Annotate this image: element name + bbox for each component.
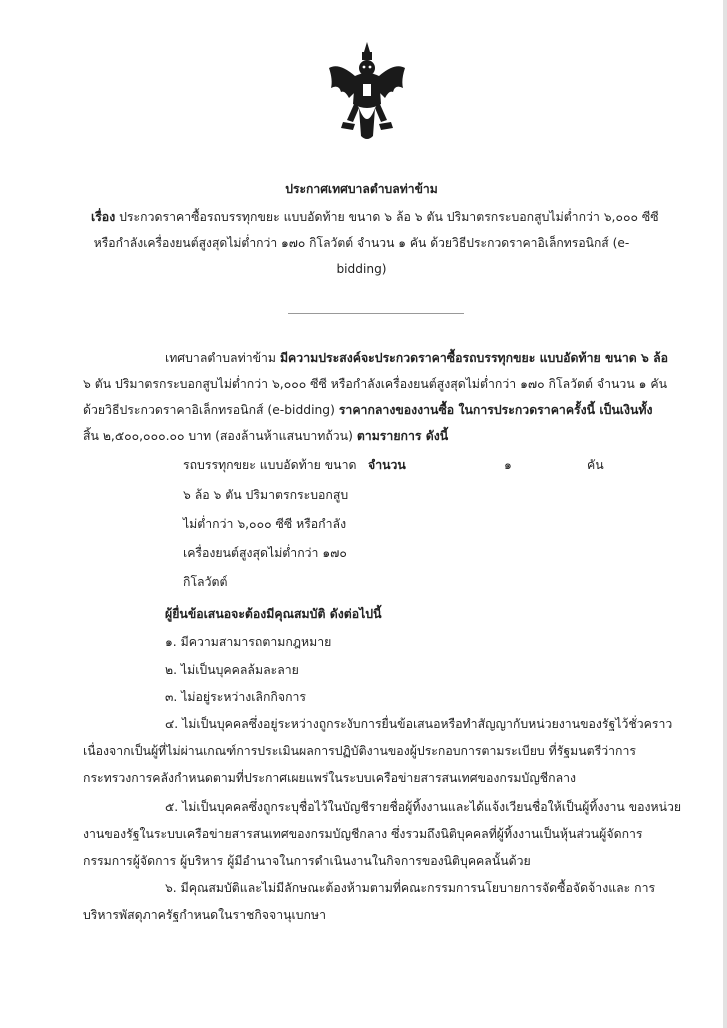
qualifications-heading: ผู้ยื่นข้อเสนอจะต้องมีคุณสมบัติ ดังต่อไปนี้ [165,607,382,621]
qualification-4-line-2: เนื่องจากเป็นผู้ที่ไม่ผ่านเกณฑ์การประเมินผลการปฏิบัติงานของผู้ประกอบการตามระเบียบ ที่รัฐมนตรีว่าการ [83,744,637,758]
subject-line-1: เรื่อง ประกวดราคาซื้อรถบรรทุกขยะ แบบอัดท้าย ขนาด ๖ ล้อ ๖ ตัน ปริมาตรกระบอกสูบไม่ต่ำกว่า ๖,๐๐๐ ซีซี [91,210,659,224]
qualification-2: ๒. ไม่เป็นบุคคลล้มละลาย [165,663,299,677]
item-unit: คัน [587,458,604,472]
item-description-line-2: ๖ ล้อ ๖ ตัน ปริมาตรกระบอกสูบ [183,488,349,502]
item-description-line-1: รถบรรทุกขยะ แบบอัดท้าย ขนาด [183,458,357,472]
garuda-emblem-icon [325,40,409,144]
intro-line-3: ด้วยวิธีประกวดราคาอิเล็กทรอนิกส์ (e-bidding) ราคากลางของงานซื้อ ในการประกวดราคาครั้งนี้ เป็นเงินทั้ง [83,403,653,417]
page-title: ประกาศเทศบาลตำบลท่าข้าม [285,182,438,196]
qualification-5-line-3: กรรมการผู้จัดการ ผู้บริหาร ผู้มีอำนาจในการดำเนินงานในกิจการของนิติบุคคลนั้นด้วย [83,854,531,868]
subject-line-3: bidding) [336,262,387,276]
intro-line-1: เทศบาลตำบลท่าข้าม มีความประสงค์จะประกวดราคาซื้อรถบรรทุกขยะ แบบอัดท้าย ขนาด ๖ ล้อ [165,351,668,365]
subject-line-2: หรือกำลังเครื่องยนต์สูงสุดไม่ต่ำกว่า ๑๗๐ กิโลวัตต์ จำนวน ๑ คัน ด้วยวิธีประกวดราคาอิเล็กทรอนิกส์ (e- [93,236,630,250]
qualification-6-line-2: บริหารพัสดุภาครัฐกำหนดในราชกิจจานุเบกษา [83,908,326,922]
qualification-6-line-1: ๖. มีคุณสมบัติและไม่มีลักษณะต้องห้ามตามที่คณะกรรมการนโยบายการจัดซื้อจัดจ้างและ การ [165,881,656,895]
intro-line-2: ๖ ตัน ปริมาตรกระบอกสูบไม่ต่ำกว่า ๖,๐๐๐ ซีซี หรือกำลังเครื่องยนต์สูงสุดไม่ต่ำกว่า ๑๗๐ กิโลวัตต์ จำนวน ๑ คัน [83,377,667,391]
qualification-4-line-3: กระทรวงการคลังกำหนดตามที่ประกาศเผยแพร่ในระบบเครือข่ายสารสนเทศของกรมบัญชีกลาง [83,771,577,785]
qualification-5-line-2: งานของรัฐในระบบเครือข่ายสารสนเทศของกรมบัญชีกลาง ซึ่งรวมถึงนิติบุคคลที่ผู้ทิ้งงานเป็นหุ้นส่วนผู้จัดการ [83,827,643,841]
item-quantity: ๑ [504,458,512,472]
item-description-line-4: เครื่องยนต์สูงสุดไม่ต่ำกว่า ๑๗๐ [183,546,347,560]
page-edge [723,0,727,1028]
qualification-1: ๑. มีความสามารถตามกฎหมาย [165,635,332,649]
qualification-4-line-1: ๔. ไม่เป็นบุคคลซึ่งอยู่ระหว่างถูกระงับการยื่นข้อเสนอหรือทำสัญญากับหน่วยงานของรัฐไว้ชั่วคราว [165,717,673,731]
subject-label: เรื่อง [91,210,116,224]
item-quantity-label: จำนวน [368,458,406,472]
qualification-3: ๓. ไม่อยู่ระหว่างเลิกกิจการ [165,690,307,704]
item-description-line-5: กิโลวัตต์ [183,575,228,589]
intro-line-4: สิ้น ๒,๕๐๐,๐๐๐.๐๐ บาท (สองล้านห้าแสนบาทถ้วน) ตามรายการ ดังนี้ [83,429,449,443]
qualification-5-line-1: ๕. ไม่เป็นบุคคลซึ่งถูกระบุชื่อไว้ในบัญชีรายชื่อผู้ทิ้งงานและได้แจ้งเวียนชื่อให้เป็นผู้ทิ้งงาน ของหน่วย [165,800,682,814]
item-description-line-3: ไม่ต่ำกว่า ๖,๐๐๐ ซีซี หรือกำลัง [183,517,347,531]
divider [288,313,464,314]
